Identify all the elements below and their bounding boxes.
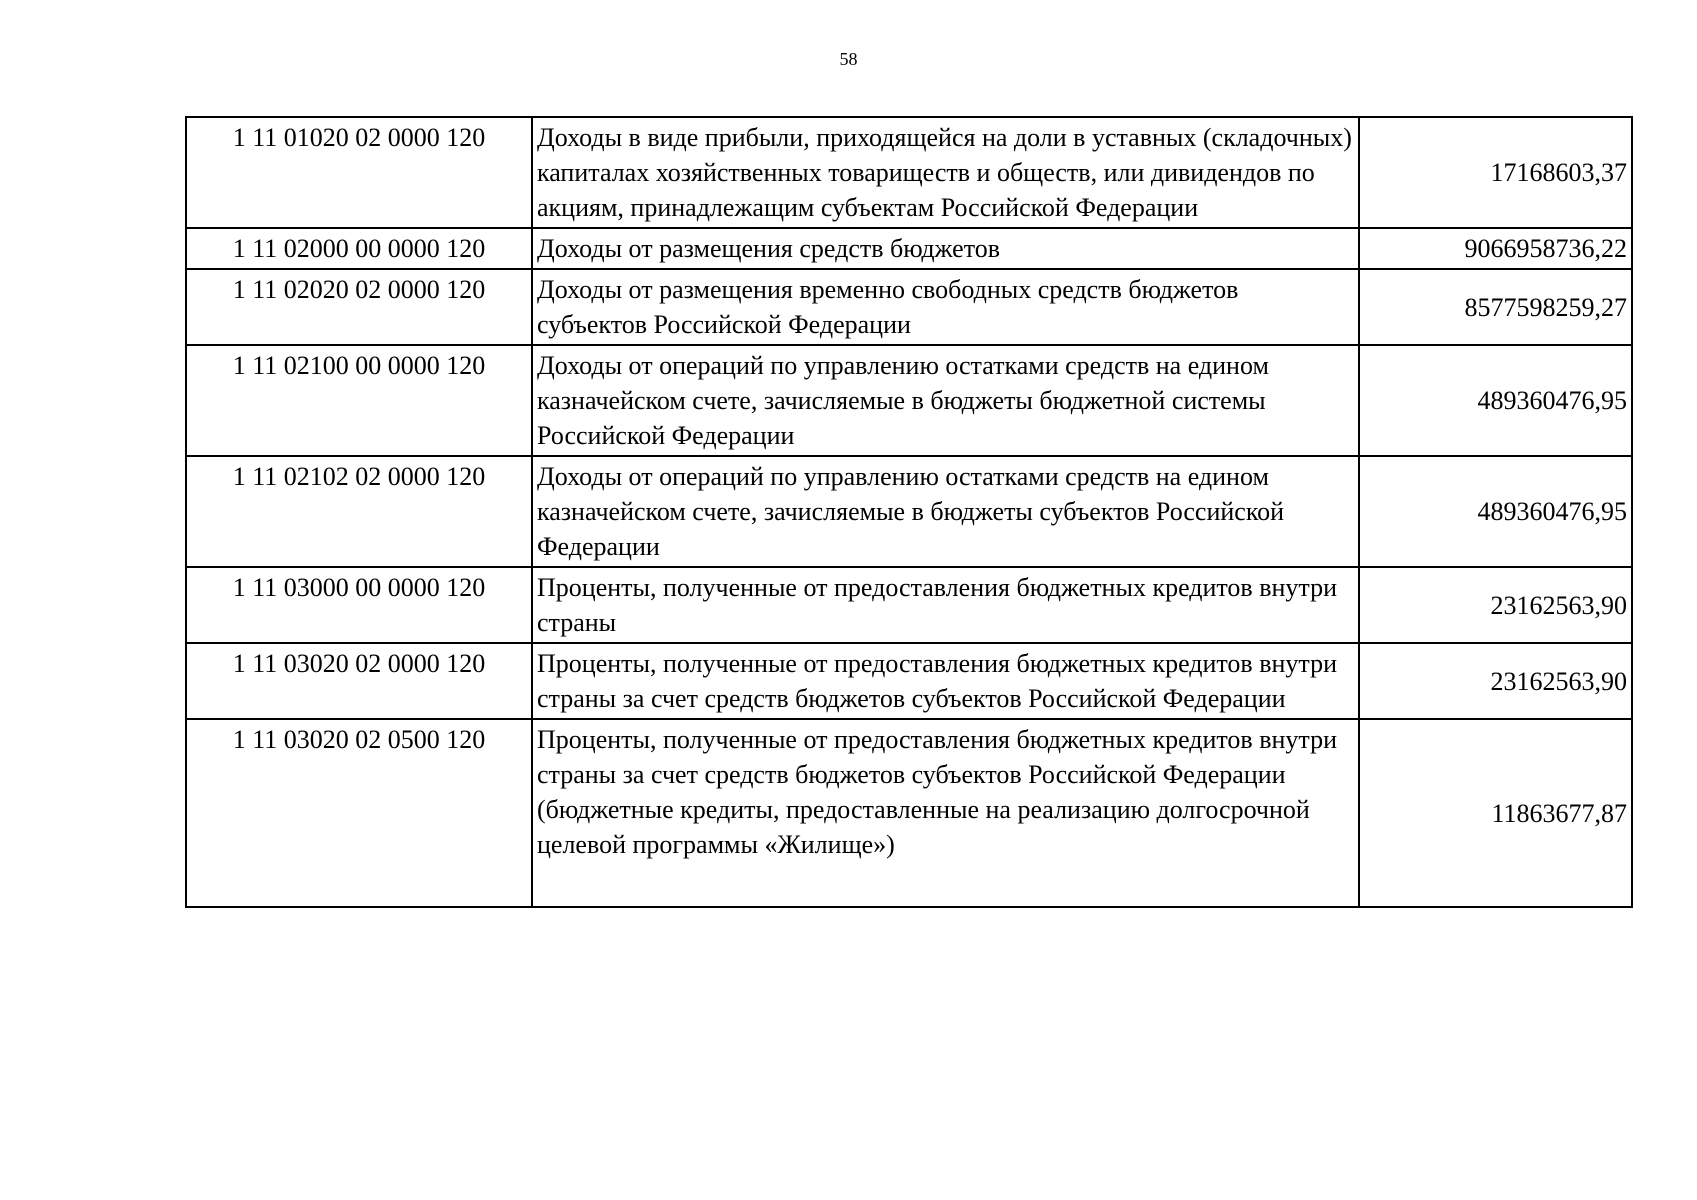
table-row [186, 643, 1632, 719]
row-code-cell: 1 11 01020 02 0000 120 [186, 117, 532, 228]
table-row [186, 345, 1632, 456]
row-code-cell: 1 11 03020 02 0000 120 [186, 643, 532, 719]
row-description-cell: Доходы в виде прибыли, приходящейся на доли в уставных (складочных) капиталах хозяйственных товариществ и обществ, или дивидендов по акциям, принадлежащим субъектам Российской Федерации [532, 117, 1359, 228]
row-code-cell: 1 11 02100 00 0000 120 [186, 345, 532, 456]
table-row [186, 269, 1632, 345]
table-row [186, 719, 1632, 907]
row-amount-cell: 23162563,90 [1359, 567, 1632, 643]
table-row [186, 117, 1632, 228]
row-description-cell: Проценты, полученные от предоставления бюджетных кредитов внутри страны за счет средств бюджетов субъектов Российской Федерации (бюджетные кредиты, предоставленные на реализацию долгосрочной целевой программы «Жилище») [532, 719, 1359, 907]
table-row [186, 228, 1632, 269]
row-amount-cell: 11863677,87 [1359, 719, 1632, 907]
row-amount-cell: 9066958736,22 [1359, 228, 1632, 269]
row-code-cell: 1 11 02102 02 0000 120 [186, 456, 532, 567]
row-code-cell: 1 11 02020 02 0000 120 [186, 269, 532, 345]
page-number: 58 [839, 49, 858, 69]
row-description-cell: Проценты, полученные от предоставления бюджетных кредитов внутри страны [532, 567, 1359, 643]
table-row [186, 567, 1632, 643]
row-description-cell: Доходы от размещения временно свободных средств бюджетов субъектов Российской Федерации [532, 269, 1359, 345]
row-amount-cell: 17168603,37 [1359, 117, 1632, 228]
revenue-table [185, 116, 1633, 908]
row-amount-cell: 489360476,95 [1359, 456, 1632, 567]
table-row [186, 456, 1632, 567]
row-code-cell: 1 11 03020 02 0500 120 [186, 719, 532, 907]
row-code-cell: 1 11 02000 00 0000 120 [186, 228, 532, 269]
row-description-cell: Доходы от операций по управлению остатками средств на едином казначейском счете, зачисляемые в бюджеты субъектов Российской Федерации [532, 456, 1359, 567]
row-description-cell: Доходы от операций по управлению остатками средств на едином казначейском счете, зачисляемые в бюджеты бюджетной системы Российской Федерации [532, 345, 1359, 456]
row-amount-cell: 8577598259,27 [1359, 269, 1632, 345]
row-code-cell: 1 11 03000 00 0000 120 [186, 567, 532, 643]
row-description-cell: Проценты, полученные от предоставления бюджетных кредитов внутри страны за счет средств бюджетов субъектов Российской Федерации [532, 643, 1359, 719]
row-amount-cell: 23162563,90 [1359, 643, 1632, 719]
row-amount-cell: 489360476,95 [1359, 345, 1632, 456]
row-description-cell: Доходы от размещения средств бюджетов [532, 228, 1359, 269]
